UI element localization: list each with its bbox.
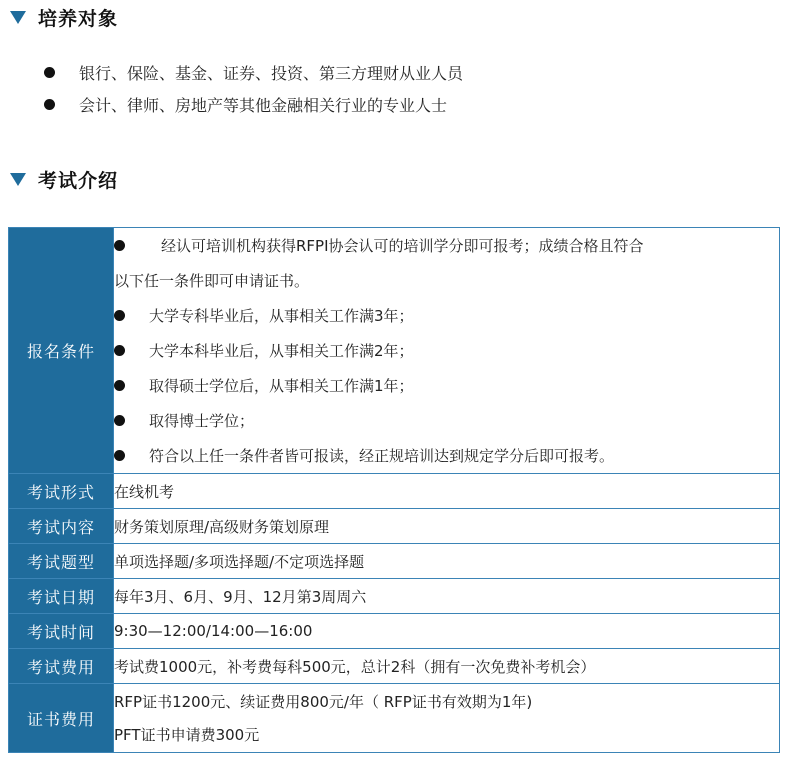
row-value: 在线机考: [114, 474, 780, 509]
list-item: 取得硕士学位后，从事相关工作满1年；: [114, 368, 779, 403]
row-value: 每年3月、6月、9月、12月第3周周六: [114, 579, 780, 614]
section-header-exam-intro: [10, 166, 118, 193]
table-row: [9, 474, 780, 509]
row-label: 考试费用: [9, 649, 114, 684]
registration-conditions: [114, 228, 780, 474]
table-row: [9, 684, 780, 753]
list-item: 银行、保险、基金、证券、投资、第三方理财从业人员: [44, 56, 463, 88]
row-label: 考试内容: [9, 509, 114, 544]
list-item: 大学本科毕业后，从事相关工作满2年；: [114, 333, 779, 368]
exam-info-table: [8, 227, 780, 753]
bullet-icon: [44, 67, 55, 78]
row-label: 考试日期: [9, 579, 114, 614]
row-value: 考试费1000元，补考费每科500元，总计2科（拥有一次免费补考机会）: [114, 649, 780, 684]
table-row: [9, 228, 780, 474]
row-label: 证书费用: [9, 684, 114, 753]
list-item: 大学专科毕业后，从事相关工作满3年；: [114, 298, 779, 333]
bullet-icon: [44, 99, 55, 110]
section-header-training-target: [10, 4, 118, 31]
bullet-icon: [114, 415, 125, 426]
list-item: 会计、律师、房地产等其他金融相关行业的专业人士: [44, 88, 463, 120]
section-title: 培养对象: [38, 8, 119, 30]
table-row: [9, 614, 780, 649]
list-item-continuation: 以下任一条件即可申请证书。: [114, 272, 310, 290]
triangle-down-icon: [10, 173, 26, 186]
row-label: 考试时间: [9, 614, 114, 649]
list-item: 经认可培训机构获得RFPI协会认可的培训学分即可报考；成绩合格且符合: [114, 228, 779, 263]
list-item: 符合以上任一条件者皆可报读，经正规培训达到规定学分后即可报考。: [114, 438, 779, 473]
list-item: 取得博士学位；: [114, 403, 779, 438]
table-row: [9, 509, 780, 544]
bullet-icon: [114, 240, 125, 251]
training-target-list: [44, 56, 463, 120]
bullet-icon: [114, 450, 125, 461]
row-label: 考试题型: [9, 544, 114, 579]
row-value: 9:30—12:00/14:00—16:00: [114, 614, 780, 649]
table-row: [9, 544, 780, 579]
bullet-icon: [114, 380, 125, 391]
table-row: [9, 579, 780, 614]
triangle-down-icon: [10, 11, 26, 24]
section-title: 考试介绍: [38, 170, 119, 192]
row-value: 财务策划原理/高级财务策划原理: [114, 509, 780, 544]
bullet-icon: [114, 345, 125, 356]
row-label: 考试形式: [9, 474, 114, 509]
row-value: 单项选择题/多项选择题/不定项选择题: [114, 544, 780, 579]
bullet-icon: [114, 310, 125, 321]
certificate-fees: RFP证书1200元、续证费用800元/年（ RFP证书有效期为1年) PFT证书申请费300元: [114, 684, 780, 753]
table-row: [9, 649, 780, 684]
row-label: 报名条件: [9, 228, 114, 474]
